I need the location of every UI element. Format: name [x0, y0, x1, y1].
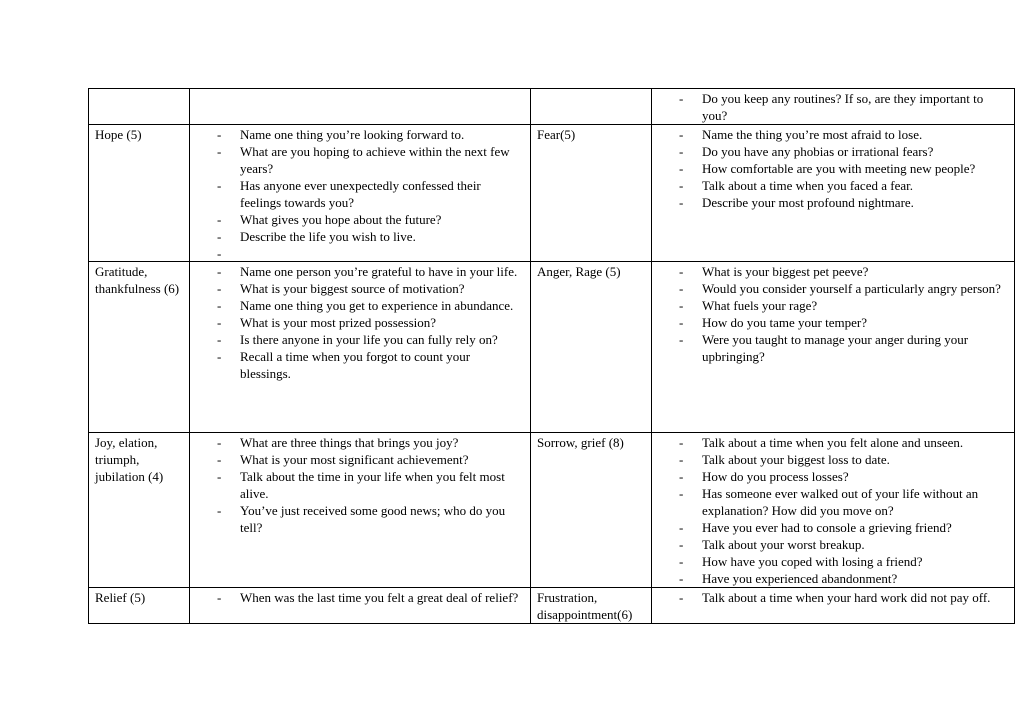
table-row: [89, 262, 1015, 433]
right-questions-cell: [652, 433, 1015, 588]
left-question-list: [196, 126, 524, 245]
list-item: - Do you have any phobias or irrational fears?: [658, 143, 1008, 160]
table-row: [89, 588, 1015, 624]
list-item: - What is your most significant achievement?: [196, 451, 524, 468]
list-item: - Were you taught to manage your anger during your upbringing?: [658, 331, 1008, 365]
right-questions-cell: [652, 125, 1015, 262]
list-item: - Talk about your biggest loss to date.: [658, 451, 1008, 468]
list-item: - Talk about a time when you faced a fear.: [658, 177, 1008, 194]
list-item: - Describe your most profound nightmare.: [658, 194, 1008, 211]
right-question-list: [658, 434, 1008, 587]
table-row: [89, 125, 1015, 262]
list-item: - You’ve just received some good news; who do you tell?: [196, 502, 524, 536]
list-item: - Talk about a time when you felt alone and unseen.: [658, 434, 1008, 451]
list-item: - What is your biggest pet peeve?: [658, 263, 1008, 280]
right-emotion-label: Anger, Rage (5): [531, 262, 652, 433]
list-item: - Recall a time when you forgot to count your blessings.: [196, 348, 524, 382]
list-item: - Do you keep any routines? If so, are they important to you?: [658, 90, 1008, 124]
list-item: - Talk about your worst breakup.: [658, 536, 1008, 553]
list-item: - What gives you hope about the future?: [196, 211, 524, 228]
list-item: - Has anyone ever unexpectedly confessed their feelings towards you?: [196, 177, 524, 211]
left-emotion-label: Joy, elation, triumph, jubilation (4): [89, 433, 190, 588]
left-question-list: [196, 434, 524, 536]
left-question-list: [196, 263, 524, 382]
left-questions-cell: [190, 588, 531, 624]
right-question-list: [658, 589, 1008, 606]
list-item: - Is there anyone in your life you can fully rely on?: [196, 331, 524, 348]
list-item: - Have you experienced abandonment?: [658, 570, 1008, 587]
list-item: - What is your biggest source of motivation?: [196, 280, 524, 297]
list-item: - Name one thing you get to experience in abundance.: [196, 297, 524, 314]
list-item: - Name one thing you’re looking forward to.: [196, 126, 524, 143]
left-questions-cell: [190, 433, 531, 588]
list-item: - How have you coped with losing a friend?: [658, 553, 1008, 570]
left-questions-cell: [190, 262, 531, 433]
list-item: - Name the thing you’re most afraid to lose.: [658, 126, 1008, 143]
right-emotion-label: [531, 89, 652, 125]
right-questions-cell: [652, 262, 1015, 433]
list-item: - Talk about the time in your life when you felt most alive.: [196, 468, 524, 502]
list-item: - Name one person you’re grateful to have in your life.: [196, 263, 524, 280]
left-emotion-label: Relief (5): [89, 588, 190, 624]
list-item: - Talk about a time when your hard work did not pay off.: [658, 589, 1008, 606]
right-emotion-label: Sorrow, grief (8): [531, 433, 652, 588]
right-question-list: [658, 126, 1008, 211]
list-item: - How comfortable are you with meeting new people?: [658, 160, 1008, 177]
list-item: - What are three things that brings you joy?: [196, 434, 524, 451]
right-question-list: [658, 263, 1008, 365]
list-item: - When was the last time you felt a great deal of relief?: [196, 589, 524, 606]
left-question-list: [196, 589, 524, 606]
right-questions-cell: [652, 588, 1015, 624]
right-emotion-label: Frustration, disappointment(6): [531, 588, 652, 624]
list-item: - What fuels your rage?: [658, 297, 1008, 314]
left-questions-cell: [190, 125, 531, 262]
list-item: - Describe the life you wish to live.: [196, 228, 524, 245]
left-emotion-label: [89, 89, 190, 125]
list-item: - What are you hoping to achieve within the next few years?: [196, 143, 524, 177]
list-item: - What is your most prized possession?: [196, 314, 524, 331]
right-emotion-label: Fear(5): [531, 125, 652, 262]
right-question-list: [658, 90, 1008, 124]
list-item: - How do you tame your temper?: [658, 314, 1008, 331]
left-questions-cell: [190, 89, 531, 125]
table-row: [89, 89, 1015, 125]
emotions-question-table: [88, 88, 1015, 624]
list-item: - Has someone ever walked out of your life without an explanation? How did you move on?: [658, 485, 1008, 519]
list-item: - Would you consider yourself a particularly angry person?: [658, 280, 1008, 297]
right-questions-cell: [652, 89, 1015, 125]
list-item: - How do you process losses?: [658, 468, 1008, 485]
left-emotion-label: Gratitude, thankfulness (6): [89, 262, 190, 433]
table-row: [89, 433, 1015, 588]
table-body: [89, 89, 1015, 624]
left-emotion-label: Hope (5): [89, 125, 190, 262]
list-item: - Have you ever had to console a grieving friend?: [658, 519, 1008, 536]
